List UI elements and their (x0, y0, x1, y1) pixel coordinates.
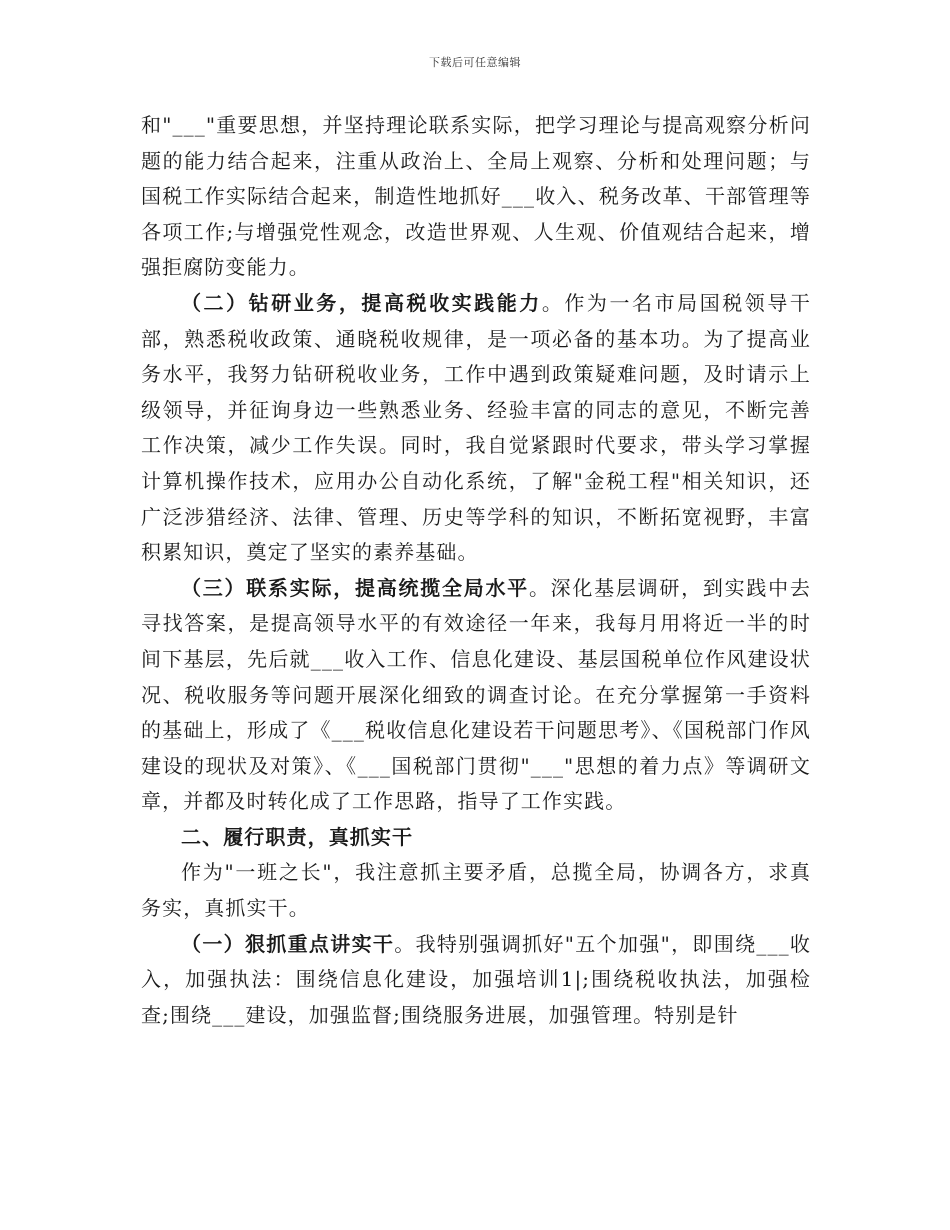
document-body (141, 108, 811, 1033)
paragraph-focus (141, 927, 811, 1034)
paragraph-text: 。我特别强调抓好"五个加强"，即围绕___收入，加强执法：围绕信息化建设，加强培训1|;围绕税收执法，加强检查;围绕___建设，加强监督;围绕服务进展，加强管理。特别是针 (141, 931, 812, 1027)
paragraph-lead: （三）联系实际，提高统揽全局水平 (181, 575, 529, 600)
page-header: 下载后可任意编辑 (429, 56, 521, 69)
paragraph-lead: （一）狠抓重点讲实干 (181, 931, 395, 956)
paragraph-study-business (141, 286, 811, 571)
paragraph-practice (141, 571, 811, 820)
paragraph-role: 作为"一班之长"，我注意抓主要矛盾，总揽全局，协调各方，求真务实，真抓实干。 (141, 860, 811, 921)
paragraph-text: 。深化基层调研，到实践中去寻找答案，是提高领导水平的有效途径一年来，我每月用将近一半的时间下基层，先后就___收入工作、信息化建设、基层国税单位作风建设状况、税收服务等问题开展深化细致的调查讨论。在充分掌握第一手资料的基础上，形成了《___税收信息化建设若干问题思考》、《国税部门作风建设的现状及对策》、《___国税部门贯彻"___"思想的着力点》等调研文章，并都及时转化成了工作思路，指导了工作实践。 (141, 575, 811, 814)
section-heading: 二、履行职责，真抓实干 (181, 824, 414, 849)
paragraph-lead: （二）钻研业务，提高税收实践能力 (181, 290, 542, 315)
paragraph-intro: 和"___"重要思想，并坚持理论联系实际，把学习理论与提高观察分析问题的能力结合起来，注重从政治上、全局上观察、分析和处理问题；与国税工作实际结合起来，制造性地抓好___收入、税务改革、干部管理等各项工作;与增强党性观念，改造世界观、人生观、价值观结合起来，增强拒腐防变能力。 (141, 113, 811, 280)
paragraph-text: 。作为一名市局国税领导干部，熟悉税收政策、通晓税收规律，是一项必备的基本功。为了提高业务水平，我努力钻研税收业务，工作中遇到政策疑难问题，及时请示上级领导，并征询身边一些熟悉业务、经验丰富的同志的意见，不断完善工作决策，减少工作失误。同时，我自觉紧跟时代要求，带头学习掌握计算机操作技术，应用办公自动化系统，了解"金税工程"相关知识，还广泛涉猎经济、法律、管理、历史等学科的知识，不断拓宽视野，丰富积累知识，奠定了坚实的素养基础。 (141, 290, 811, 565)
